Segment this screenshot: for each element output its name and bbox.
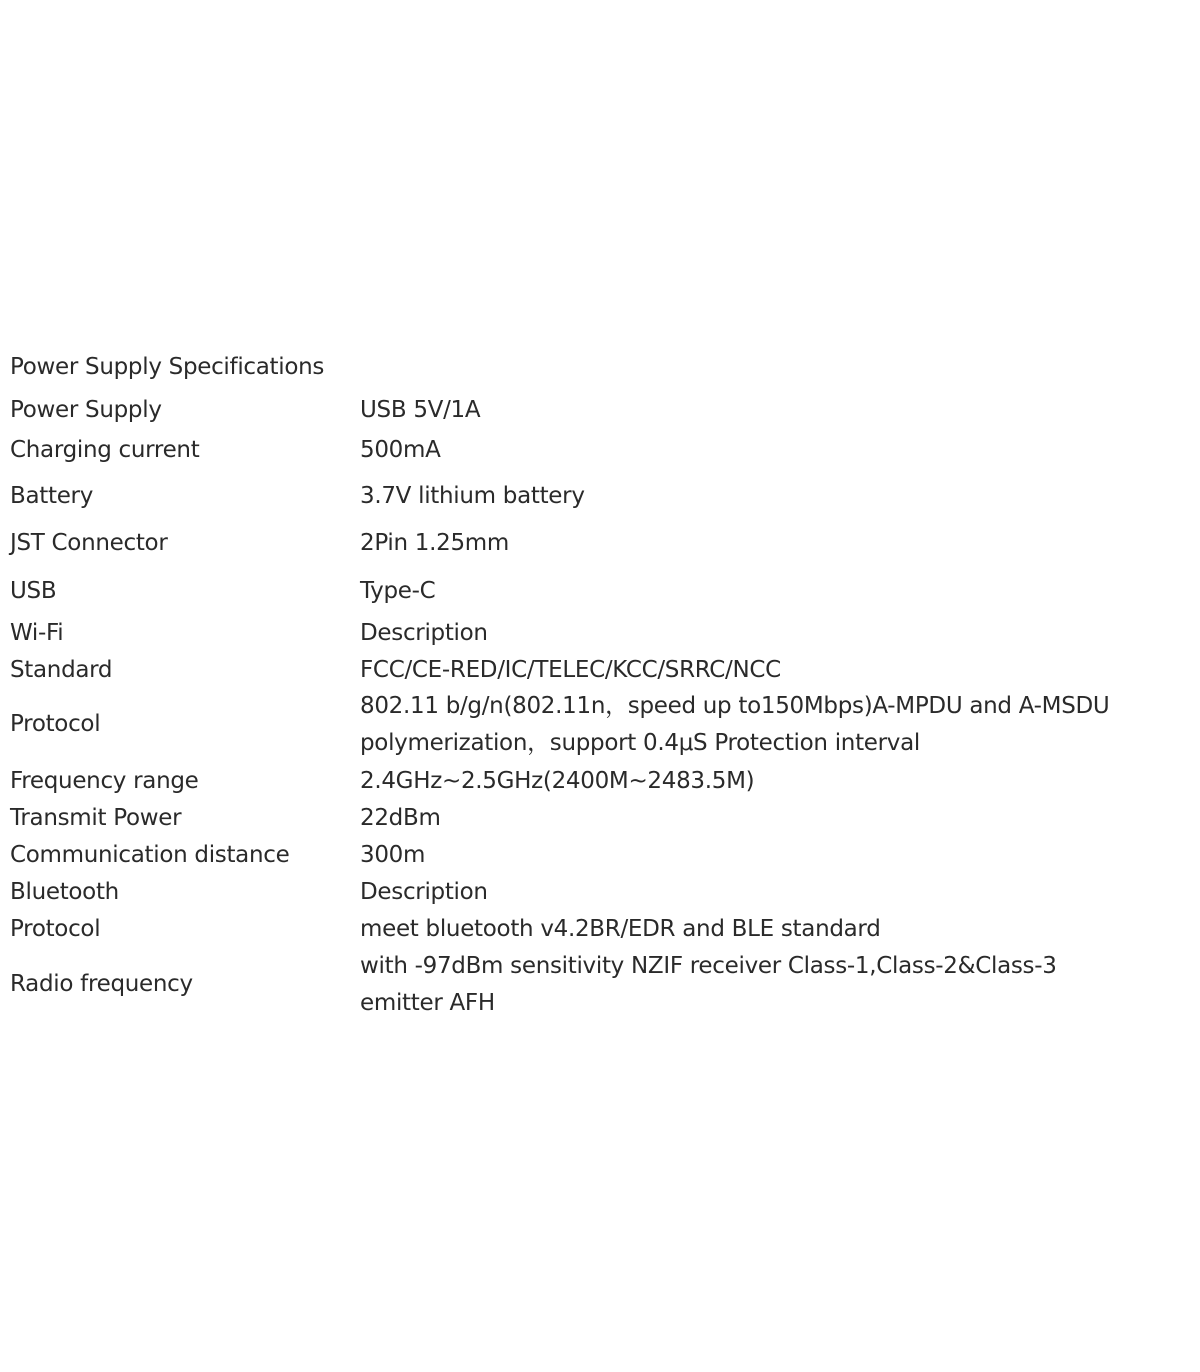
spec-title: Power Supply Specifications (10, 354, 325, 380)
spec-value: 22dBm (360, 805, 441, 831)
spec-label: Transmit Power (10, 805, 182, 831)
spec-value: 2Pin 1.25mm (360, 530, 509, 556)
spec-label: Protocol (10, 916, 101, 942)
spec-value: 3.7V lithium battery (360, 483, 585, 509)
spec-label: USB (10, 578, 57, 604)
spec-value: 500mA (360, 437, 441, 463)
spec-label: Power Supply (10, 397, 162, 423)
spec-value: 2.4GHz~2.5GHz(2400M~2483.5M) (360, 768, 755, 794)
spec-label: JST Connector (10, 530, 168, 556)
spec-sheet (10, 0, 1190, 1372)
spec-value: Description (360, 620, 488, 646)
spec-label: Battery (10, 483, 94, 509)
spec-value: USB 5V/1A (360, 397, 481, 423)
spec-value: 802.11 b/g/n(802.11n，speed up to150Mbps)A-MPDU and A-MSDU polymerization，support 0.4μS Protection interval (360, 693, 1110, 756)
spec-label: Protocol (10, 711, 101, 737)
spec-label: Charging current (10, 437, 200, 463)
spec-label: Radio frequency (10, 971, 193, 997)
spec-value: FCC/CE-RED/IC/TELEC/KCC/SRRC/NCC (360, 657, 781, 683)
spec-label: Wi-Fi (10, 620, 64, 646)
spec-label: Frequency range (10, 768, 199, 794)
spec-value: meet bluetooth v4.2BR/EDR and BLE standard (360, 916, 881, 942)
spec-value: 300m (360, 842, 426, 868)
spec-label: Standard (10, 657, 113, 683)
spec-value: Type-C (360, 578, 436, 604)
spec-label: Communication distance (10, 842, 290, 868)
spec-label: Bluetooth (10, 879, 119, 905)
spec-value: Description (360, 879, 488, 905)
spec-value: with -97dBm sensitivity NZIF receiver Class-1,Class-2&Class-3 emitter AFH (360, 953, 1057, 1016)
